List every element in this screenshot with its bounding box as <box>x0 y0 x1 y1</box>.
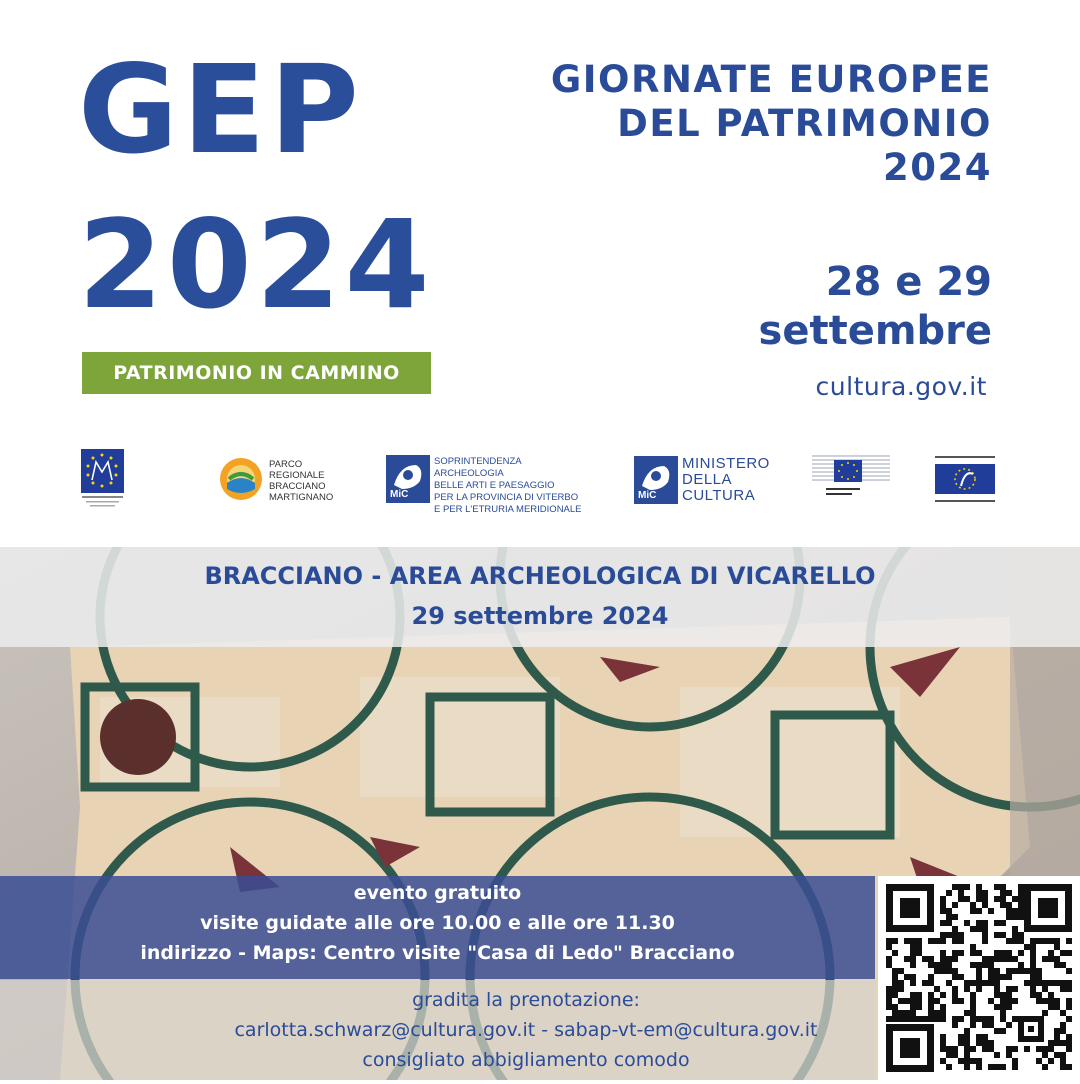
parco-bracciano-logo <box>217 455 337 503</box>
info-banner <box>0 876 875 979</box>
gep-title: GEP <box>78 39 363 181</box>
mic-text: MINISTERO <box>682 455 770 472</box>
contact-emails[interactable]: carlotta.schwarz@cultura.gov.it - sabap-vt-em@cultura.gov.it <box>234 1019 818 1041</box>
sabap-text: SOPRINTENDENZA ARCHEOLOGIA <box>434 456 522 479</box>
visits-text: visite guidate alle ore 10.00 e alle ore 11.30 <box>200 912 675 934</box>
european-heritage-label-logo <box>80 448 125 510</box>
dates-line: 28 e 29 <box>825 259 992 305</box>
gep-year: 2024 <box>78 194 434 336</box>
tagline-badge: PATRIMONIO IN CAMMINO <box>82 352 431 394</box>
parco-text: MARTIGNANO <box>269 492 334 503</box>
soprintendenza-logo <box>386 455 591 515</box>
qr-code[interactable] <box>878 876 1080 1080</box>
sabap-text: BELLE ARTI E PAESAGGIO <box>434 480 555 491</box>
free-event-text: evento gratuito <box>353 882 522 904</box>
parco-text: BRACCIANO <box>269 481 326 492</box>
mic-badge: MiC <box>390 489 409 500</box>
sabap-text: PER LA PROVINCIA DI VITERBO <box>434 492 579 503</box>
title-line: DEL PATRIMONIO <box>617 102 992 145</box>
european-commission-logo <box>812 452 890 504</box>
event-place: BRACCIANO - AREA ARCHEOLOGICA DI VICARELLO <box>204 562 876 590</box>
event-date: 29 settembre 2024 <box>411 602 669 630</box>
ministero-cultura-logo <box>634 456 779 504</box>
event-dates <box>759 258 992 356</box>
booking-text: gradita la prenotazione: <box>412 989 640 1011</box>
parco-text: REGIONALE <box>269 470 325 481</box>
clothing-advice: consigliato abbigliamento comodo <box>362 1049 690 1071</box>
mic-text: DELLA <box>682 471 733 488</box>
parco-text: PARCO <box>269 459 303 470</box>
mic-badge: MiC <box>638 490 657 501</box>
dates-line: settembre <box>758 308 992 354</box>
address-text: indirizzo - Maps: Centro visite "Casa di Ledo" Bracciano <box>140 942 735 964</box>
event-title <box>551 58 992 190</box>
mic-text: CULTURA <box>682 487 756 504</box>
website-link[interactable]: cultura.gov.it <box>815 372 987 401</box>
sabap-text: E PER L'ETRURIA MERIDIONALE <box>434 504 582 515</box>
council-of-europe-logo <box>935 456 995 504</box>
title-line: GIORNATE EUROPEE <box>550 58 992 101</box>
title-line: 2024 <box>883 146 992 189</box>
